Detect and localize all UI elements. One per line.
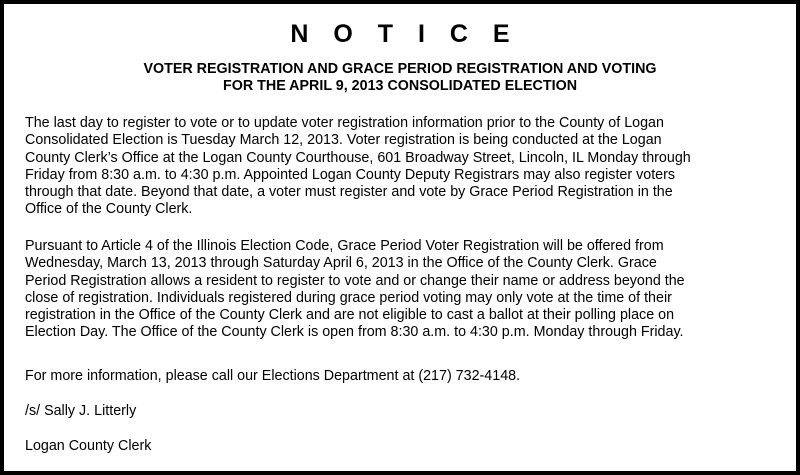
grace-period-paragraph [25, 238, 789, 342]
headline-line: VOTER REGISTRATION AND GRACE PERIOD REGISTRATION AND VOTING [143, 61, 657, 77]
contact-info: For more information, please call our Elections Department at (217) 732-4148. [25, 368, 521, 384]
paragraph-line: through that date. Beyond that date, a voter must register and vote by Grace Period Registration in the [25, 184, 673, 201]
paragraph-line: Friday from 8:30 a.m. to 4:30 p.m. Appointed Logan County Deputy Registrars may also register voters [25, 166, 676, 183]
paragraph-line: Consolidated Election is Tuesday March 12, 2013. Voter registration is being conducted at the Logan [25, 132, 662, 149]
paragraph-line: Pursuant to Article 4 of the Illinois Election Code, Grace Period Voter Registration will be offered from [25, 238, 664, 254]
paragraph-line: Period Registration allows a resident to register to vote and or change their name or address beyond the [25, 272, 685, 289]
signature: /s/ Sally J. Litterly [25, 403, 137, 419]
notice-title: N O T I C E [290, 20, 519, 48]
paragraph-line: Office of the County Clerk. [25, 201, 193, 218]
signature-title: Logan County Clerk [25, 438, 152, 454]
headline-line: FOR THE APRIL 9, 2013 CONSOLIDATED ELECTION [222, 77, 578, 94]
headline [4, 61, 796, 94]
paragraph-line: Wednesday, March 13, 2013 through Saturday April 6, 2013 in the Office of the County Clerk. Grace [25, 255, 657, 272]
registration-deadline-paragraph [25, 115, 789, 219]
paragraph-line: The last day to register to vote or to update voter registration information prior to the County of Logan [25, 115, 664, 131]
paragraph-line: Election Day. The Office of the County Clerk is open from 8:30 a.m. to 4:30 p.m. Monday through Friday. [25, 324, 684, 341]
paragraph-line: County Clerk’s Office at the Logan County Courthouse, 601 Broadway Street, Lincoln, IL Monday through [25, 149, 691, 166]
paragraph-line: close of registration. Individuals registered during grace period voting may only vote at the time of their [25, 289, 672, 306]
paragraph-line: registration in the Office of the County Clerk and are not eligible to cast a ballot at their polling place on [25, 307, 675, 324]
